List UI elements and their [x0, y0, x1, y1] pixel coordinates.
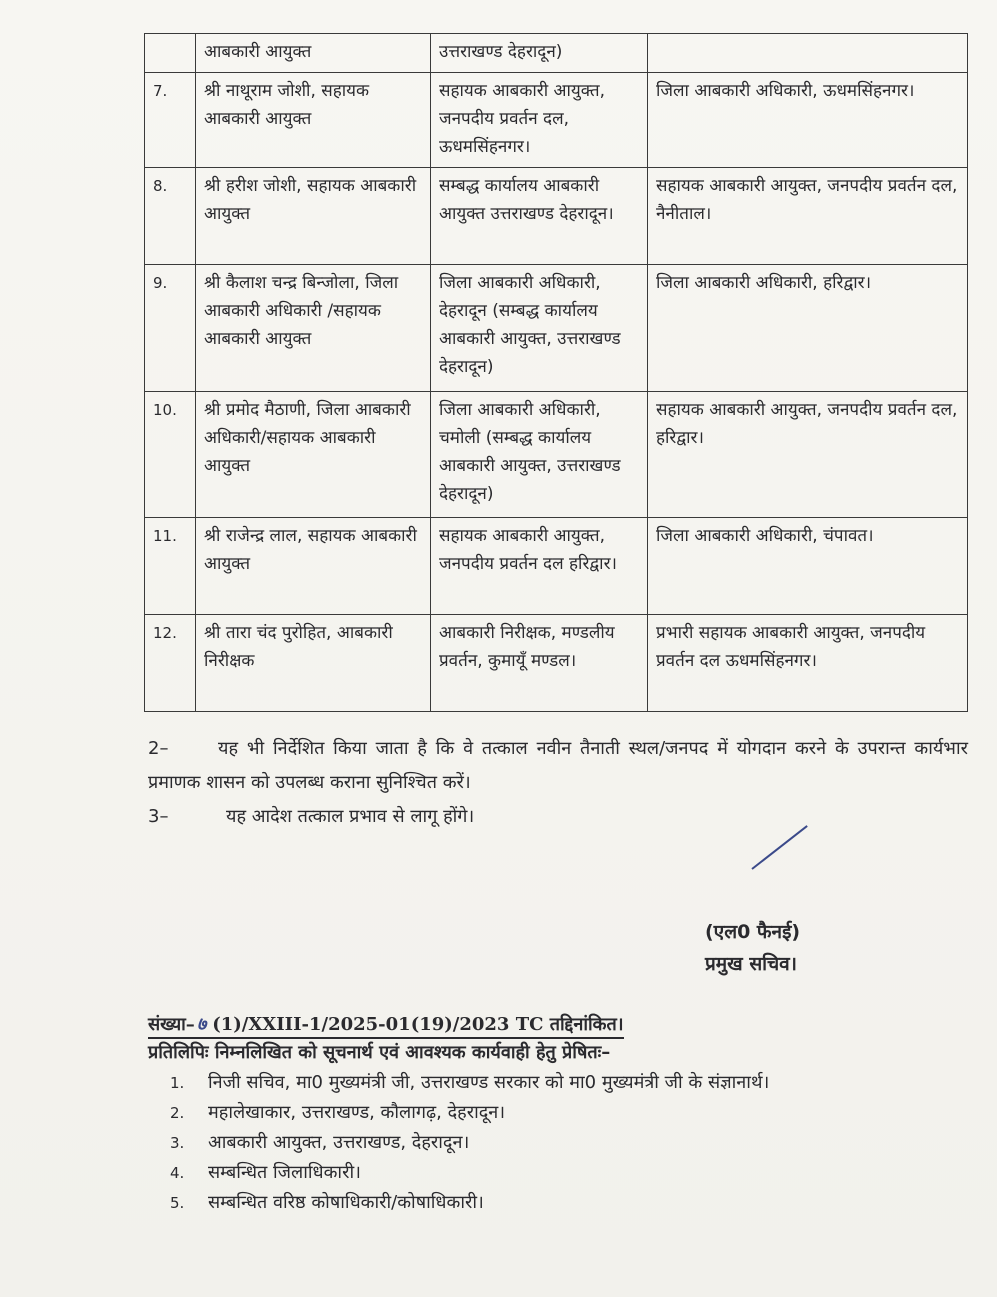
handwritten-number: ७	[196, 1014, 207, 1035]
current-posting-cell: उत्तराखण्ड देहरादून)	[431, 34, 648, 73]
paragraph-text: यह भी निर्देशित किया जाता है कि वे तत्काल नवीन तैनाती स्थल/जनपद में योगदान करने के उपरान्त कार्यभार प्रमाणक शासन को उपलब्ध कराना सुनिश्चित करें।	[148, 738, 968, 793]
table-row	[145, 518, 968, 615]
paragraph-number: 3–	[148, 806, 169, 827]
current-posting-cell: जिला आबकारी अधिकारी, चमोली (सम्बद्ध कार्यालय आबकारी आयुक्त, उत्तराखण्ड देहरादून)	[431, 392, 648, 518]
signatory-name: (एल0 फैनई)	[705, 921, 801, 943]
item-number: 3.	[170, 1134, 185, 1152]
current-posting-cell: सहायक आबकारी आयुक्त, जनपदीय प्रवर्तन दल, ऊधमसिंहनगर।	[431, 73, 648, 168]
table-row	[145, 34, 968, 73]
current-posting-cell: सहायक आबकारी आयुक्त, जनपदीय प्रवर्तन दल हरिद्वार।	[431, 518, 648, 615]
officer-name-cell: श्री प्रमोद मैठाणी, जिला आबकारी अधिकारी/सहायक आबकारी आयुक्त	[196, 392, 431, 518]
row-number: 10.	[145, 392, 196, 518]
paragraph-text: यह आदेश तत्काल प्रभाव से लागू होंगे।	[226, 806, 475, 827]
row-number: 9.	[145, 265, 196, 392]
item-number: 4.	[170, 1164, 185, 1182]
reference-prefix: संख्या–	[148, 1014, 195, 1035]
paragraph-2	[148, 732, 968, 800]
new-posting-cell: सहायक आबकारी आयुक्त, जनपदीय प्रवर्तन दल, हरिद्वार।	[648, 392, 968, 518]
table-row	[145, 265, 968, 392]
new-posting-cell: प्रभारी सहायक आबकारी आयुक्त, जनपदीय प्रवर्तन दल ऊधमसिंहनगर।	[648, 615, 968, 712]
item-number: 5.	[170, 1194, 185, 1212]
paragraph-number: 2–	[148, 738, 169, 759]
signatory-title: प्रमुख सचिव।	[705, 953, 797, 975]
new-posting-cell: जिला आबकारी अधिकारी, चंपावत।	[648, 518, 968, 615]
officer-name-cell: श्री कैलाश चन्द्र बिन्जोला, जिला आबकारी अधिकारी /सहायक आबकारी आयुक्त	[196, 265, 431, 392]
list-item	[170, 1158, 970, 1188]
list-item	[170, 1128, 970, 1158]
officer-name-cell: आबकारी आयुक्त	[196, 34, 431, 73]
table-row	[145, 615, 968, 712]
reference-number	[148, 1012, 624, 1039]
list-item	[170, 1068, 970, 1098]
list-item	[170, 1098, 970, 1128]
copy-to-heading: प्रतिलिपिः निम्नलिखित को सूचनार्थ एवं आवश्यक कार्यवाही हेतु प्रेषितः–	[148, 1042, 611, 1063]
new-posting-cell: जिला आबकारी अधिकारी, हरिद्वार।	[648, 265, 968, 392]
officer-name-cell: श्री हरीश जोशी, सहायक आबकारी आयुक्त	[196, 168, 431, 265]
item-text: निजी सचिव, मा0 मुख्यमंत्री जी, उत्तराखण्ड सरकार को मा0 मुख्यमंत्री जी के संज्ञानार्थ।	[208, 1072, 770, 1093]
transfer-table	[144, 33, 968, 712]
current-posting-cell: आबकारी निरीक्षक, मण्डलीय प्रवर्तन, कुमायूँ मण्डल।	[431, 615, 648, 712]
row-number: 12.	[145, 615, 196, 712]
current-posting-cell: जिला आबकारी अधिकारी, देहरादून (सम्बद्ध कार्यालय आबकारी आयुक्त, उत्तराखण्ड देहरादून)	[431, 265, 648, 392]
row-number: 8.	[145, 168, 196, 265]
officer-name-cell: श्री नाथूराम जोशी, सहायक आबकारी आयुक्त	[196, 73, 431, 168]
paragraph-3	[148, 800, 968, 834]
item-text: सम्बन्धित वरिष्ठ कोषाधिकारी/कोषाधिकारी।	[208, 1192, 484, 1213]
item-text: महालेखाकार, उत्तराखण्ड, कौलागढ़, देहरादून।	[208, 1102, 506, 1123]
new-posting-cell: जिला आबकारी अधिकारी, ऊधमसिंहनगर।	[648, 73, 968, 168]
officer-name-cell: श्री राजेन्द्र लाल, सहायक आबकारी आयुक्त	[196, 518, 431, 615]
item-number: 1.	[170, 1074, 185, 1092]
list-item	[170, 1188, 970, 1218]
officer-name-cell: श्री तारा चंद पुरोहित, आबकारी निरीक्षक	[196, 615, 431, 712]
row-number	[145, 34, 196, 73]
item-number: 2.	[170, 1104, 185, 1122]
new-posting-cell: सहायक आबकारी आयुक्त, जनपदीय प्रवर्तन दल, नैनीताल।	[648, 168, 968, 265]
current-posting-cell: सम्बद्ध कार्यालय आबकारी आयुक्त उत्तराखण्ड देहरादून।	[431, 168, 648, 265]
copy-to-list	[170, 1068, 970, 1218]
row-number: 7.	[145, 73, 196, 168]
new-posting-cell	[648, 34, 968, 73]
table-row	[145, 73, 968, 168]
table-row	[145, 168, 968, 265]
table-row	[145, 392, 968, 518]
reference-suffix: (1)/XXIII-1/2025-01(19)/2023 TC तद्दिनांकित।	[212, 1014, 624, 1035]
item-text: आबकारी आयुक्त, उत्तराखण्ड, देहरादून।	[208, 1132, 470, 1153]
item-text: सम्बन्धित जिलाधिकारी।	[208, 1162, 361, 1183]
row-number: 11.	[145, 518, 196, 615]
